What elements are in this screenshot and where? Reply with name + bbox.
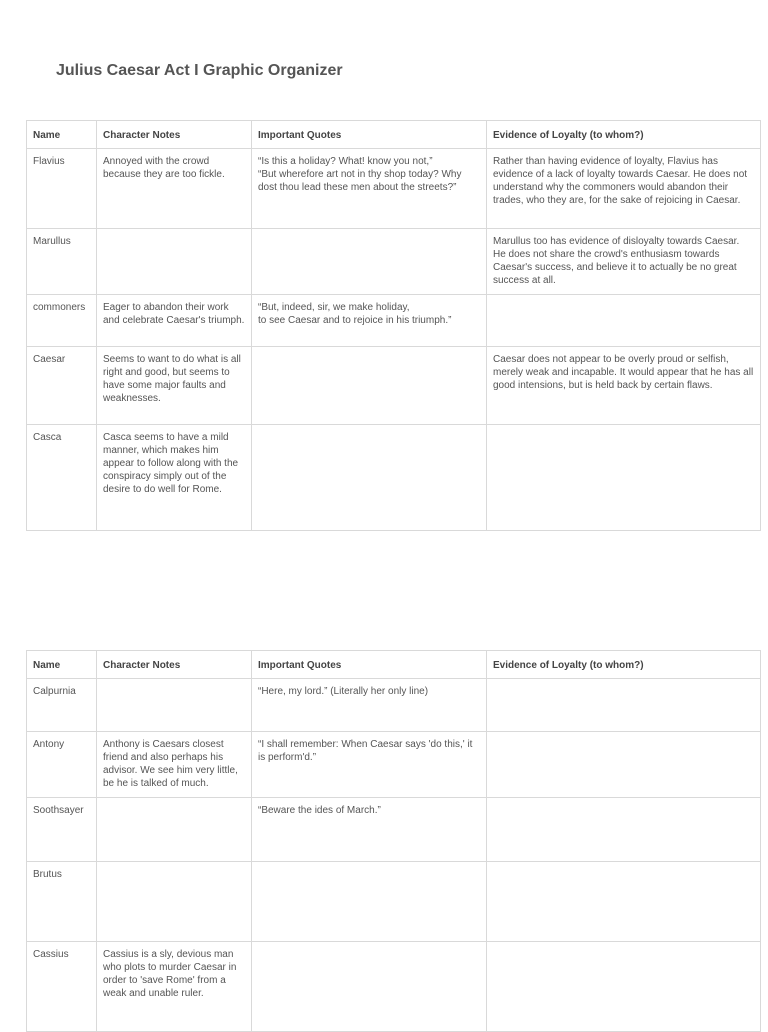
- table-header-row: [27, 651, 761, 679]
- cell-name: Antony: [27, 732, 97, 798]
- table-row: [27, 295, 761, 347]
- table-row: [27, 425, 761, 531]
- cell-loyalty: [487, 798, 761, 862]
- cell-notes: Cassius is a sly, devious man who plots to murder Caesar in order to 'save Rome' from a weak and unable ruler.: [97, 942, 252, 1032]
- cell-quotes: “Is this a holiday? What! know you not,” “But wherefore art not in thy shop today? Why dost thou lead these men about the streets?”: [252, 149, 487, 229]
- cell-loyalty: [487, 862, 761, 942]
- organizer-table-1: [26, 120, 761, 531]
- cell-name: Soothsayer: [27, 798, 97, 862]
- cell-name: Marullus: [27, 229, 97, 295]
- column-header-loyalty: Evidence of Loyalty (to whom?): [487, 651, 761, 679]
- cell-notes: Casca seems to have a mild manner, which makes him appear to follow along with the conspiracy simply out of the desire to do well for Rome.: [97, 425, 252, 531]
- column-header-loyalty: Evidence of Loyalty (to whom?): [487, 121, 761, 149]
- cell-name: Calpurnia: [27, 679, 97, 732]
- cell-quotes: “But, indeed, sir, we make holiday, to see Caesar and to rejoice in his triumph.”: [252, 295, 487, 347]
- cell-notes: Seems to want to do what is all right and good, but seems to have some major faults and weaknesses.: [97, 347, 252, 425]
- cell-quotes: [252, 862, 487, 942]
- cell-name: Flavius: [27, 149, 97, 229]
- page-title: Julius Caesar Act I Graphic Organizer: [56, 62, 343, 79]
- table-row: [27, 149, 761, 229]
- column-header-name: Name: [27, 121, 97, 149]
- cell-quotes: “Beware the ides of March.”: [252, 798, 487, 862]
- cell-quotes: “Here, my lord.” (Literally her only line): [252, 679, 487, 732]
- table-row: [27, 798, 761, 862]
- cell-name: Brutus: [27, 862, 97, 942]
- table-row: [27, 347, 761, 425]
- cell-loyalty: [487, 732, 761, 798]
- cell-name: Casca: [27, 425, 97, 531]
- table-row: [27, 862, 761, 942]
- column-header-notes: Character Notes: [97, 121, 252, 149]
- cell-loyalty: [487, 679, 761, 732]
- cell-loyalty: Caesar does not appear to be overly proud or selfish, merely weak and incapable. It would appear that he has all good intensions, but is held back by certain flaws.: [487, 347, 761, 425]
- cell-notes: [97, 229, 252, 295]
- table-row: [27, 679, 761, 732]
- cell-quotes: [252, 942, 487, 1032]
- cell-name: Cassius: [27, 942, 97, 1032]
- cell-notes: Eager to abandon their work and celebrate Caesar's triumph.: [97, 295, 252, 347]
- cell-loyalty: [487, 295, 761, 347]
- table-row: [27, 229, 761, 295]
- cell-notes: [97, 862, 252, 942]
- cell-notes: [97, 798, 252, 862]
- cell-loyalty: Marullus too has evidence of disloyalty towards Caesar. He does not share the crowd's enthusiasm towards Caesar's success, and believe it to actually be no great success at all.: [487, 229, 761, 295]
- table-header-row: [27, 121, 761, 149]
- table-row: [27, 942, 761, 1032]
- column-header-name: Name: [27, 651, 97, 679]
- cell-notes: [97, 679, 252, 732]
- cell-loyalty: Rather than having evidence of loyalty, Flavius has evidence of a lack of loyalty towards Caesar. He does not understand why the commoners would abandon their trades, who they are, for the sake of rejoicing in Caesar.: [487, 149, 761, 229]
- cell-notes: Anthony is Caesars closest friend and also perhaps his advisor. We see him very little, be he is talked of much.: [97, 732, 252, 798]
- column-header-quotes: Important Quotes: [252, 121, 487, 149]
- organizer-table-2: [26, 650, 761, 1032]
- column-header-notes: Character Notes: [97, 651, 252, 679]
- cell-notes: Annoyed with the crowd because they are too fickle.: [97, 149, 252, 229]
- cell-quotes: [252, 425, 487, 531]
- cell-loyalty: [487, 942, 761, 1032]
- table-row: [27, 732, 761, 798]
- cell-quotes: “I shall remember: When Caesar says 'do this,' it is perform'd.”: [252, 732, 487, 798]
- cell-loyalty: [487, 425, 761, 531]
- cell-quotes: [252, 347, 487, 425]
- column-header-quotes: Important Quotes: [252, 651, 487, 679]
- cell-name: Caesar: [27, 347, 97, 425]
- cell-quotes: [252, 229, 487, 295]
- cell-name: commoners: [27, 295, 97, 347]
